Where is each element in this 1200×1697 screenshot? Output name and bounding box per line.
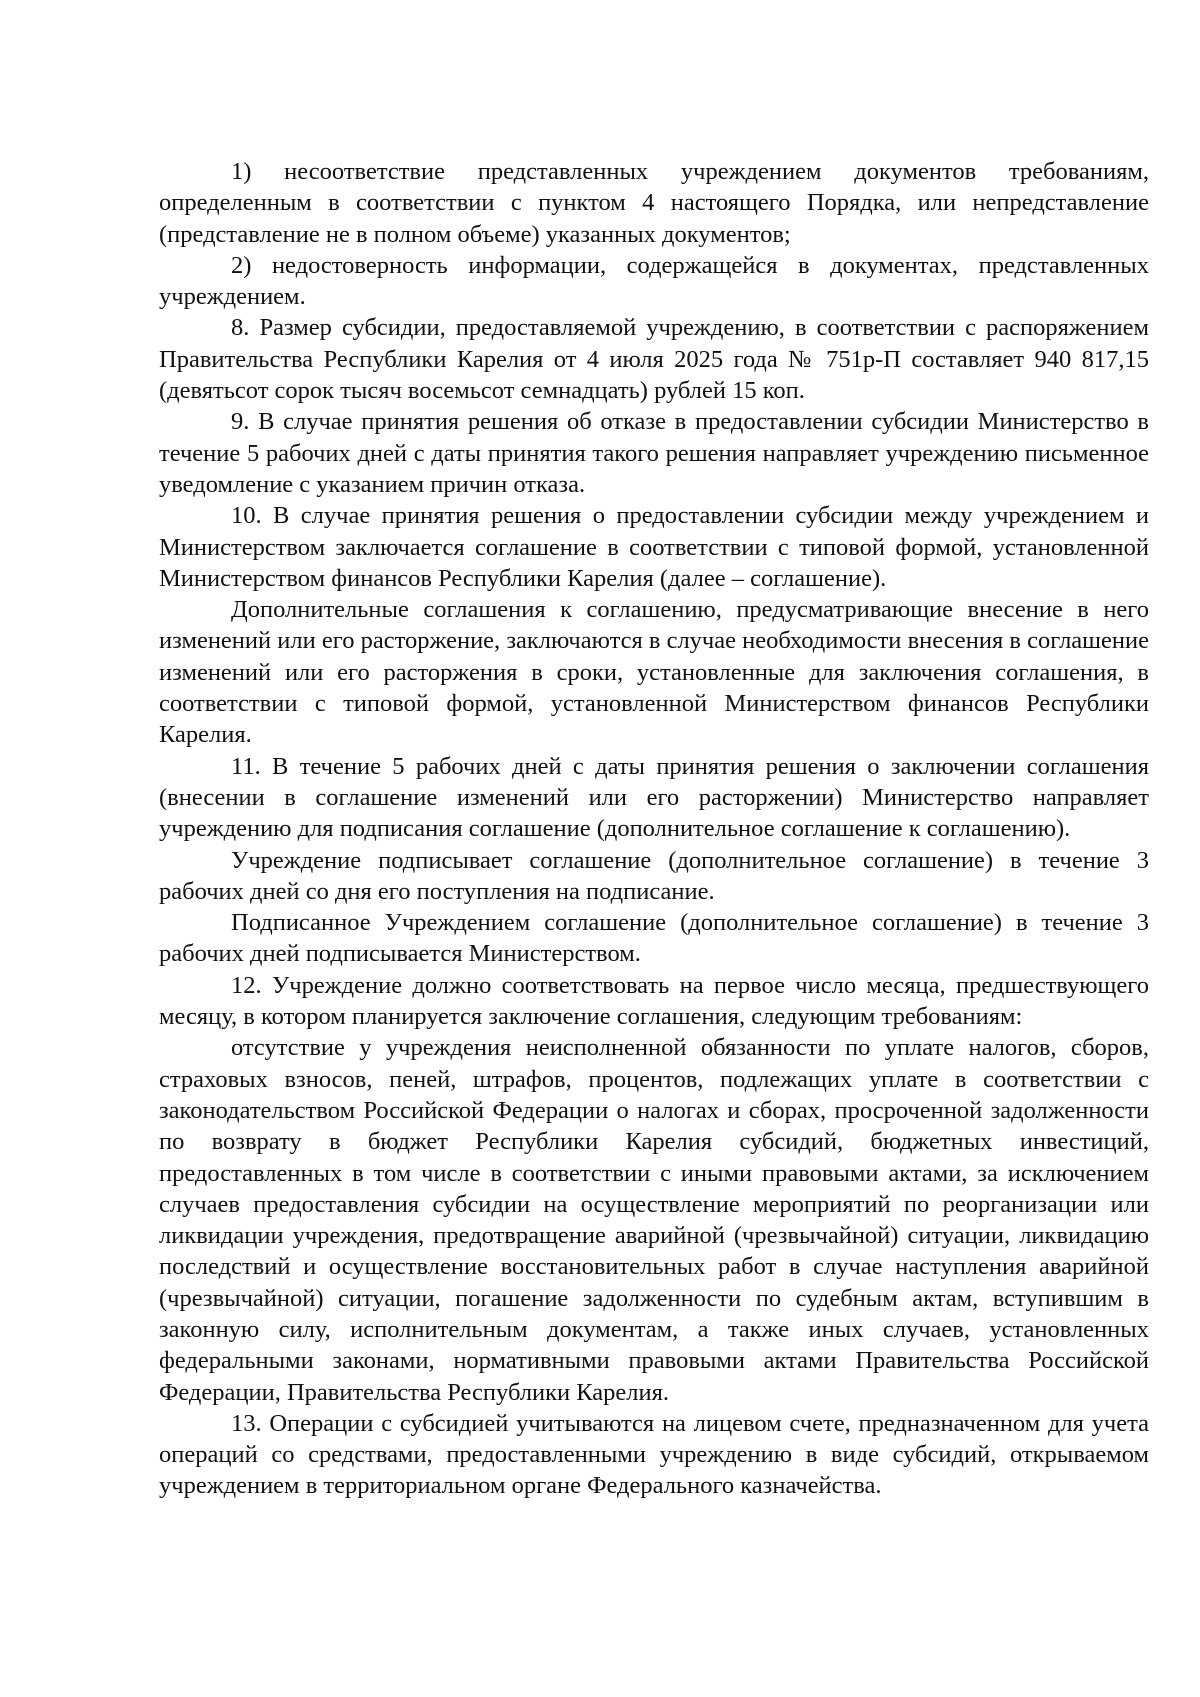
paragraph-9: 9. В случае принятия решения об отказе в предоставлении субсидии Министерство в течение 5 рабочих дней с даты принятия такого решения направляет учреждению письменное уведомление с указанием причин отказа. xyxy=(159,408,1149,498)
paragraph-10-additional: Дополнительные соглашения к соглашению, предусматривающие внесение в него изменений или его расторжение, заключаются в случае необходимости внесения в соглашение изменений или его расторжения в сроки, установленные для заключения соглашения, в соответствии с типовой формой, установленной Министерством финансов Республики Карелия. xyxy=(159,596,1149,749)
paragraph-10: 10. В случае принятия решения о предоставлении субсидии между учреждением и Министерством заключается соглашение в соответствии с типовой формой, установленной Министерством финансов Республики Карелия (далее – соглашение). xyxy=(159,502,1149,592)
paragraph-11-ministry: Подписанное Учреждением соглашение (дополнительное соглашение) в течение 3 рабочих дней подписывается Министерством. xyxy=(159,909,1149,968)
document-page xyxy=(159,156,1149,1502)
paragraph-11: 11. В течение 5 рабочих дней с даты принятия решения о заключении соглашения (внесении в соглашение изменений или его расторжении) Министерство направляет учреждению для подписания соглашение (дополнительное соглашение к соглашению). xyxy=(159,752,1149,843)
paragraph-1: 1) несоответствие представленных учреждением документов требованиям, определенным в соответствии с пунктом 4 настоящего Порядка, или непредставление (представление не в полном объеме) указанных документов; xyxy=(159,158,1149,248)
paragraph-8: 8. Размер субсидии, предоставляемой учреждению, в соответствии с распоряжением Правительства Республики Карелия от 4 июля 2025 года № 751р-П составляет 940 817,15 (девятьсот сорок тысяч восемьсот семнадцать) рублей 15 коп. xyxy=(159,314,1149,405)
paragraph-2: 2) недостоверность информации, содержащейся в документах, представленных учреждением. xyxy=(159,251,1149,311)
paragraph-12: 12. Учреждение должно соответствовать на первое число месяца, предшествующего месяцу, в котором планируется заключение соглашения, следующим требованиям: xyxy=(159,971,1149,1031)
paragraph-12-requirement: отсутствие у учреждения неисполненной обязанности по уплате налогов, сборов, страховых взносов, пеней, штрафов, процентов, подлежащих уплате в соответствии с законодательством Российской Федерации о налогах и сборах, просроченной задолженности по возврату в бюджет Республики Карелия субсидий, бюджетных инвестиций, предоставленных в том числе в соответствии с иными правовыми актами, за исключением случаев предоставления субсидии на осуществление мероприятий по реорганизации или ликвидации учреждения, предотвращение аварийной (чрезвычайной) ситуации, ликвидацию последствий и осуществление восстановительных работ в случае наступления аварийной (чрезвычайной) ситуации, погашение задолженности по судебным актам, вступившим в законную силу, исполнительным документам, а также иных случаев, установленных федеральными законами, нормативными правовыми актами Правительства Российской Федерации, Правительства Республики Карелия. xyxy=(159,1034,1149,1406)
paragraph-11-signing: Учреждение подписывает соглашение (дополнительное соглашение) в течение 3 рабочих дней со дня его поступления на подписание. xyxy=(159,846,1149,905)
paragraph-13: 13. Операции с субсидией учитываются на лицевом счете, предназначенном для учета операций со средствами, предоставленными учреждению в виде субсидий, открываемом учреждением в территориальном органе Федерального казначейства. xyxy=(159,1409,1149,1500)
